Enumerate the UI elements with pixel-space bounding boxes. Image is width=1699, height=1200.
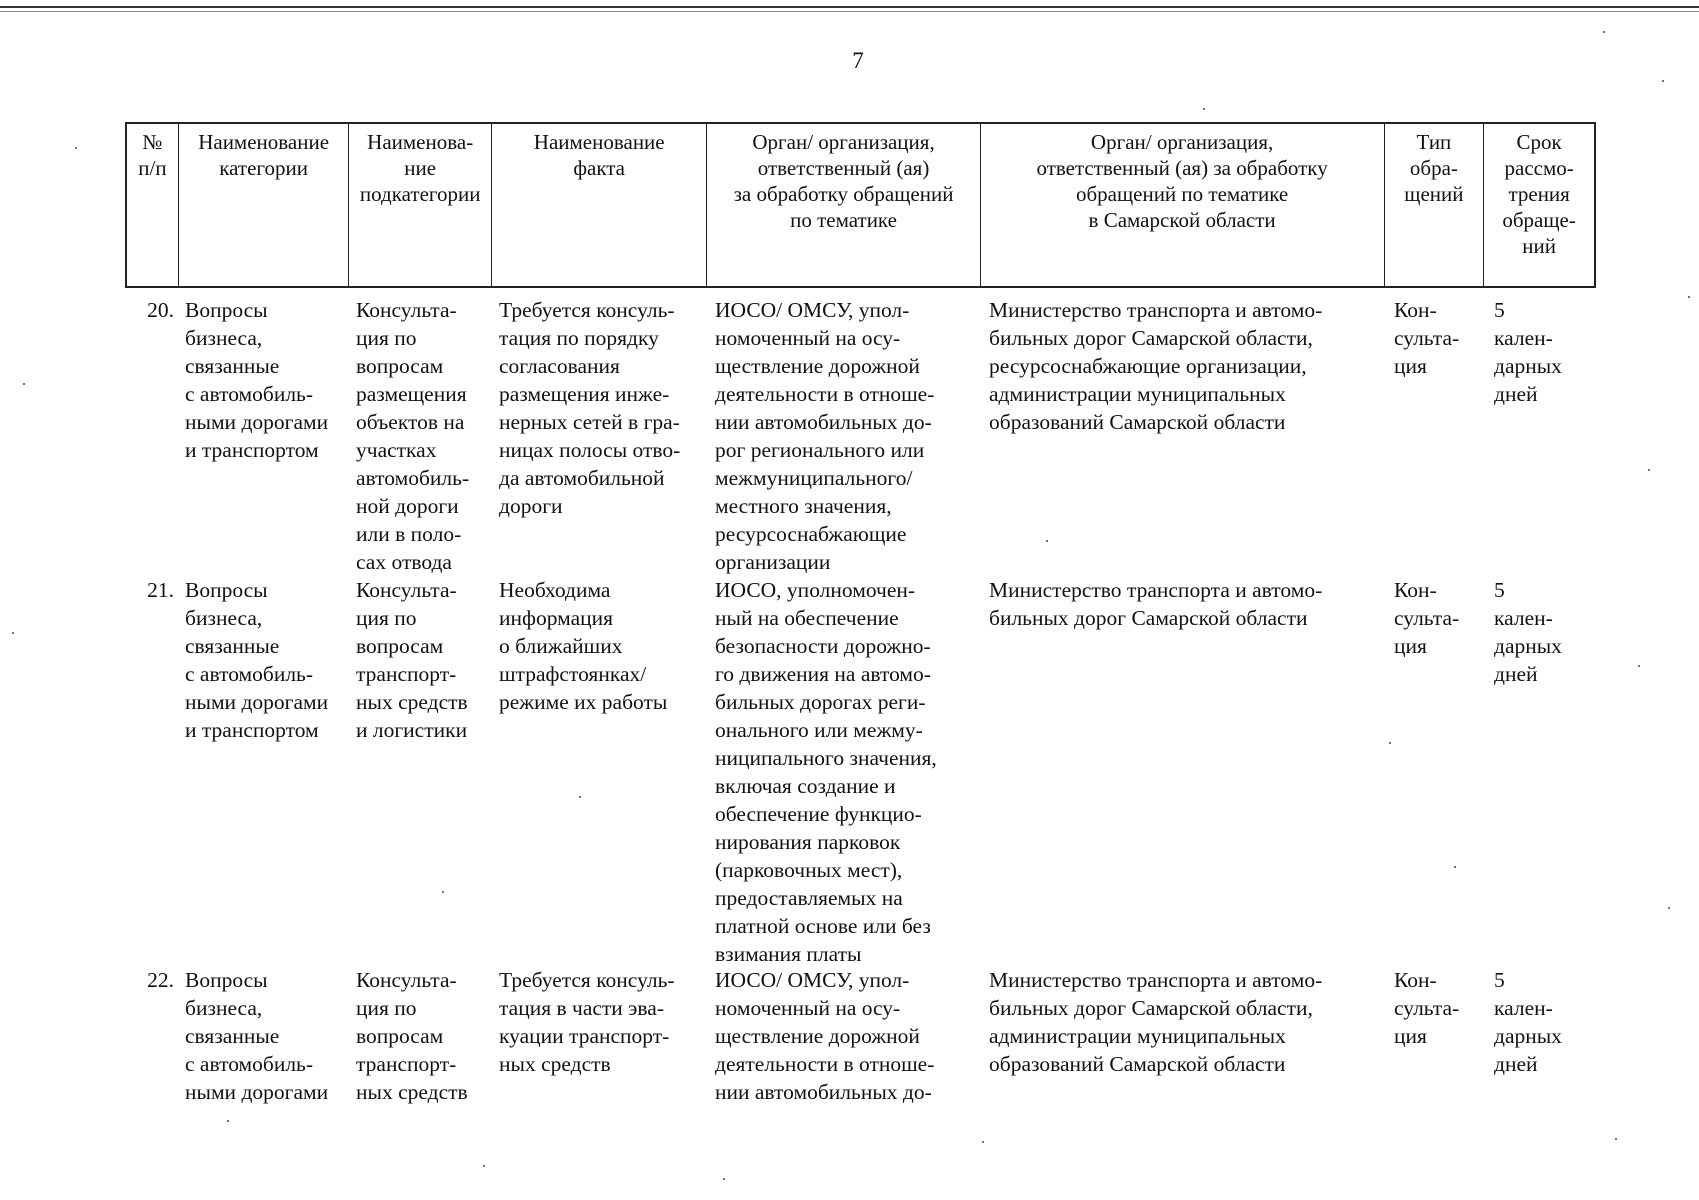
row-term: 5 кален- дарных дней [1494, 578, 1562, 686]
scan-speck [1046, 540, 1048, 542]
page-top-border-thin [0, 11, 1699, 12]
row-category: Вопросы бизнеса, связанные с автомобиль- ными дорогами и транспортом [185, 578, 329, 742]
row-fact: Требуется консуль- тация в части эва- куации транспорт- ных средств [499, 968, 675, 1076]
row-number: 22. [147, 968, 174, 992]
scan-speck [12, 632, 14, 634]
row-category: Вопросы бизнеса, связанные с автомобиль- ными дорогами и транспортом [185, 298, 329, 462]
row-fact: Требуется консуль- тация по порядку согласования размещения инже- нерных сетей в гра- ницах полосы отво- да автомобильной дороги [499, 298, 681, 518]
row-subcategory: Консульта- ция по вопросам размещения объектов на участках автомобиль- ной дороги или в поло- сах отвода [356, 298, 470, 574]
row-organ: ИОСО/ ОМСУ, упол- номоченный на осу- ществление дорожной деятельности в отноше- нии автомобильных до- [715, 968, 935, 1104]
row-number: 21. [147, 578, 174, 602]
row-term: 5 кален- дарных дней [1494, 298, 1562, 406]
row-type: Кон- сульта- ция [1394, 298, 1460, 378]
scan-speck [1203, 108, 1205, 110]
page-number: 7 [852, 48, 864, 73]
scan-speck [723, 1178, 725, 1180]
row-fact: Необходима информация о ближайших штрафстоянках/ режиме их работы [499, 578, 668, 714]
scan-speck [23, 383, 25, 385]
scan-speck [1638, 665, 1640, 667]
header-type: Тип обра- щений [1385, 124, 1485, 286]
scan-speck [1603, 31, 1605, 33]
row-organ: ИОСО/ ОМСУ, упол- номоченный на осу- ществление дорожной деятельности в отноше- нии автомобильных до- рог регионального или межмуниципального/ местного значения, ресурсоснабжающие организации [715, 298, 935, 574]
scan-speck [1615, 1138, 1617, 1140]
scan-speck [227, 1120, 229, 1122]
header-subcategory: Наименова- ние подкатегории [349, 124, 492, 286]
scan-speck [1454, 866, 1456, 868]
scan-speck [1688, 296, 1690, 298]
page-top-border [0, 6, 1699, 8]
row-organ-samara: Министерство транспорта и автомо- бильных дорог Самарской области, ресурсоснабжающие организации, администрации муниципальных образований Самарской области [989, 298, 1323, 434]
header-fact: Наименование факта [492, 124, 707, 286]
row-term: 5 кален- дарных дней [1494, 968, 1562, 1076]
header-organ: Орган/ организация, ответственный (ая) за обработку обращений по тематике [707, 124, 980, 286]
row-type: Кон- сульта- ция [1394, 968, 1460, 1048]
scan-speck [1648, 469, 1650, 471]
row-organ: ИОСО, уполномочен- ный на обеспечение безопасности дорожно- го движения на автомо- бильных дорогах реги- онального или межму- ниципального значения, включая создание и обеспечение функцио- нирования парковок (парковочных мест), предоставляемых на платной основе или без взимания платы [715, 578, 937, 966]
row-type: Кон- сульта- ция [1394, 578, 1460, 658]
table-row [125, 296, 1596, 576]
scan-speck [75, 147, 77, 149]
row-number: 20. [147, 298, 174, 322]
table-row [125, 576, 1596, 968]
scan-speck [579, 796, 581, 798]
row-subcategory: Консульта- ция по вопросам транспорт- ных средств [356, 968, 468, 1104]
row-organ-samara: Министерство транспорта и автомо- бильных дорог Самарской области [989, 578, 1323, 630]
scan-speck [442, 891, 444, 893]
header-term: Срок рассмо- трения обраще- ний [1502, 130, 1576, 258]
table-row [125, 966, 1596, 1106]
row-subcategory: Консульта- ция по вопросам транспорт- ных средств и логистики [356, 578, 468, 742]
scan-speck [1389, 742, 1391, 744]
row-category: Вопросы бизнеса, связанные с автомобиль- ными дорогами [185, 968, 329, 1104]
scan-speck [483, 1165, 485, 1167]
scan-speck [982, 1141, 984, 1143]
scan-speck [1662, 80, 1664, 82]
table-header [125, 122, 1596, 288]
header-number: № п/п [127, 124, 179, 286]
row-organ-samara: Министерство транспорта и автомо- бильных дорог Самарской области, администрации муниципальных образований Самарской области [989, 968, 1323, 1076]
header-category: Наименование категории [179, 124, 350, 286]
scan-speck [1668, 907, 1670, 909]
header-organ-samara: Орган/ организация, ответственный (ая) за обработку обращений по тематике в Самарской области [981, 124, 1385, 286]
